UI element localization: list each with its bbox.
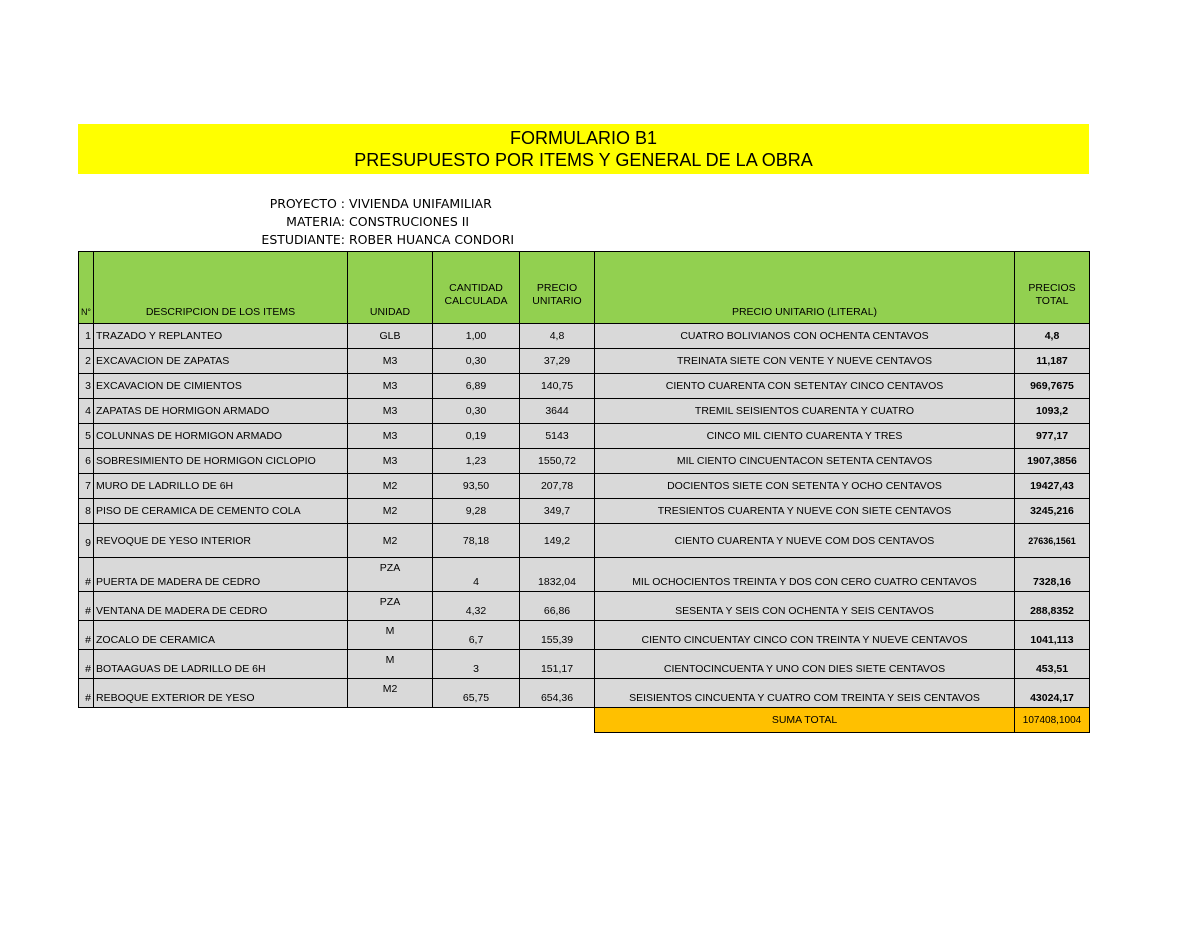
row-unit-price: 5143 <box>520 424 595 449</box>
row-literal-price: DOCIENTOS SIETE CON SETENTA Y OCHO CENTAVOS <box>595 474 1015 499</box>
row-number: 3 <box>79 374 94 399</box>
row-literal-price: CIENTO CUARENTA Y NUEVE COM DOS CENTAVOS <box>595 524 1015 558</box>
row-unit-price: 149,2 <box>520 524 595 558</box>
row-description: ZAPATAS DE HORMIGON ARMADO <box>94 399 348 424</box>
row-description: VENTANA DE MADERA DE CEDRO <box>94 592 348 621</box>
row-literal-price: CIENTO CINCUENTAY CINCO CON TREINTA Y NUEVE CENTAVOS <box>595 621 1015 650</box>
row-unit-price: 4,8 <box>520 324 595 349</box>
header-total-price-line2: TOTAL <box>1035 294 1069 307</box>
row-total: 969,7675 <box>1015 374 1090 399</box>
row-total: 7328,16 <box>1015 558 1090 592</box>
row-description: EXCAVACION DE ZAPATAS <box>94 349 348 374</box>
row-number: 8 <box>79 499 94 524</box>
table-row <box>79 621 1090 650</box>
table-row <box>79 324 1090 349</box>
row-quantity: 4 <box>433 558 520 592</box>
row-number: 7 <box>79 474 94 499</box>
row-quantity: 1,23 <box>433 449 520 474</box>
row-quantity: 4,32 <box>433 592 520 621</box>
row-number: # <box>79 558 94 592</box>
header-quantity-line2: CALCULADA <box>444 294 508 307</box>
header-literal-price: PRECIO UNITARIO (LITERAL) <box>595 252 1015 324</box>
row-unit-price: 1550,72 <box>520 449 595 474</box>
header-description: DESCRIPCION DE LOS ITEMS <box>94 252 348 324</box>
row-total: 27636,1561 <box>1015 524 1090 558</box>
row-total: 43024,17 <box>1015 679 1090 708</box>
row-unit-price: 349,7 <box>520 499 595 524</box>
row-number: 4 <box>79 399 94 424</box>
sum-spacer <box>79 708 595 733</box>
row-number: 9 <box>79 524 94 558</box>
table-row <box>79 592 1090 621</box>
row-unit: M2 <box>348 524 433 558</box>
row-description: BOTAAGUAS DE LADRILLO DE 6H <box>94 650 348 679</box>
row-unit-price: 140,75 <box>520 374 595 399</box>
row-description: COLUNNAS DE HORMIGON ARMADO <box>94 424 348 449</box>
row-unit-price: 37,29 <box>520 349 595 374</box>
row-quantity: 0,19 <box>433 424 520 449</box>
table-row <box>79 374 1090 399</box>
form-title: FORMULARIO B1 <box>509 128 658 148</box>
row-literal-price: SEISIENTOS CINCUENTA Y CUATRO COM TREINTA Y SEIS CENTAVOS <box>595 679 1015 708</box>
header-unit: UNIDAD <box>348 252 433 324</box>
budget-table <box>78 251 1090 733</box>
row-total: 453,51 <box>1015 650 1090 679</box>
row-number: 2 <box>79 349 94 374</box>
row-literal-price: TREMIL SEISIENTOS CUARENTA Y CUATRO <box>595 399 1015 424</box>
row-literal-price: CUATRO BOLIVIANOS CON OCHENTA CENTAVOS <box>595 324 1015 349</box>
row-number: # <box>79 679 94 708</box>
project-info-labels <box>150 195 345 249</box>
row-literal-price: MIL CIENTO CINCUENTACON SETENTA CENTAVOS <box>595 449 1015 474</box>
row-number: # <box>79 650 94 679</box>
row-unit: M3 <box>348 424 433 449</box>
student-value: ROBER HUANCA CONDORI <box>349 232 515 247</box>
row-literal-price: SESENTA Y SEIS CON OCHENTA Y SEIS CENTAVOS <box>595 592 1015 621</box>
row-total: 1093,2 <box>1015 399 1090 424</box>
project-info-values <box>349 195 514 249</box>
header-no: N° <box>79 252 94 324</box>
row-number: 5 <box>79 424 94 449</box>
row-unit: PZA <box>348 558 433 592</box>
row-literal-price: CIENTO CUARENTA CON SETENTAY CINCO CENTAVOS <box>595 374 1015 399</box>
row-quantity: 6,7 <box>433 621 520 650</box>
row-total: 3245,216 <box>1015 499 1090 524</box>
subject-label: MATERIA: <box>286 214 345 229</box>
table-row <box>79 399 1090 424</box>
row-unit: M <box>348 621 433 650</box>
row-unit-price: 1832,04 <box>520 558 595 592</box>
table-row <box>79 449 1090 474</box>
row-unit: M3 <box>348 374 433 399</box>
table-row <box>79 424 1090 449</box>
row-quantity: 93,50 <box>433 474 520 499</box>
row-unit: M3 <box>348 449 433 474</box>
row-literal-price: CINCO MIL CIENTO CUARENTA Y TRES <box>595 424 1015 449</box>
row-total: 4,8 <box>1015 324 1090 349</box>
row-unit-price: 151,17 <box>520 650 595 679</box>
table-row <box>79 650 1090 679</box>
row-unit: GLB <box>348 324 433 349</box>
row-description: PUERTA DE MADERA DE CEDRO <box>94 558 348 592</box>
header-quantity <box>433 252 520 324</box>
row-literal-price: TREINATA SIETE CON VENTE Y NUEVE CENTAVOS <box>595 349 1015 374</box>
form-subtitle: PRESUPUESTO POR ITEMS Y GENERAL DE LA OBRA <box>354 150 813 170</box>
row-total: 1041,113 <box>1015 621 1090 650</box>
row-unit-price: 207,78 <box>520 474 595 499</box>
row-total: 1907,3856 <box>1015 449 1090 474</box>
row-unit: M <box>348 650 433 679</box>
row-number: # <box>79 621 94 650</box>
row-unit: M2 <box>348 474 433 499</box>
form-title-banner <box>78 124 1089 174</box>
header-unit-price <box>520 252 595 324</box>
header-quantity-line1: CANTIDAD <box>449 281 503 294</box>
row-description: PISO DE CERAMICA DE CEMENTO COLA <box>94 499 348 524</box>
header-unit-price-line1: PRECIO <box>536 281 578 294</box>
row-unit-price: 654,36 <box>520 679 595 708</box>
row-description: TRAZADO Y REPLANTEO <box>94 324 348 349</box>
table-row <box>79 499 1090 524</box>
row-quantity: 6,89 <box>433 374 520 399</box>
header-unit-price-line2: UNITARIO <box>532 294 582 307</box>
row-unit-price: 3644 <box>520 399 595 424</box>
row-total: 11,187 <box>1015 349 1090 374</box>
subject-value: CONSTRUCIONES II <box>349 214 470 229</box>
row-unit-price: 66,86 <box>520 592 595 621</box>
row-literal-price: MIL OCHOCIENTOS TREINTA Y DOS CON CERO CUATRO CENTAVOS <box>595 558 1015 592</box>
row-unit: PZA <box>348 592 433 621</box>
row-description: EXCAVACION DE CIMIENTOS <box>94 374 348 399</box>
table-header-row <box>79 252 1090 324</box>
sum-total-label: SUMA TOTAL <box>595 708 1015 733</box>
row-unit-price: 155,39 <box>520 621 595 650</box>
row-unit: M2 <box>348 679 433 708</box>
row-unit: M2 <box>348 499 433 524</box>
row-quantity: 0,30 <box>433 399 520 424</box>
row-number: 1 <box>79 324 94 349</box>
table-row <box>79 679 1090 708</box>
row-description: REBOQUE EXTERIOR DE YESO <box>94 679 348 708</box>
row-unit: M3 <box>348 399 433 424</box>
project-label: PROYECTO : <box>269 196 345 211</box>
row-quantity: 3 <box>433 650 520 679</box>
table-row <box>79 349 1090 374</box>
row-quantity: 65,75 <box>433 679 520 708</box>
row-description: SOBRESIMIENTO DE HORMIGON CICLOPIO <box>94 449 348 474</box>
row-literal-price: TRESIENTOS CUARENTA Y NUEVE CON SIETE CENTAVOS <box>595 499 1015 524</box>
row-description: ZOCALO DE CERAMICA <box>94 621 348 650</box>
student-label: ESTUDIANTE: <box>261 232 345 247</box>
header-total-price <box>1015 252 1090 324</box>
row-total: 288,8352 <box>1015 592 1090 621</box>
row-total: 977,17 <box>1015 424 1090 449</box>
table-row <box>79 524 1090 558</box>
table-row <box>79 558 1090 592</box>
project-value: VIVIENDA UNIFAMILIAR <box>349 196 492 211</box>
table-row <box>79 474 1090 499</box>
row-unit: M3 <box>348 349 433 374</box>
row-number: 6 <box>79 449 94 474</box>
row-quantity: 78,18 <box>433 524 520 558</box>
row-quantity: 1,00 <box>433 324 520 349</box>
row-quantity: 9,28 <box>433 499 520 524</box>
row-total: 19427,43 <box>1015 474 1090 499</box>
row-number: # <box>79 592 94 621</box>
row-description: REVOQUE DE YESO INTERIOR <box>94 524 348 558</box>
row-description: MURO DE LADRILLO DE 6H <box>94 474 348 499</box>
sum-total-row <box>79 708 1090 733</box>
row-quantity: 0,30 <box>433 349 520 374</box>
header-total-price-line1: PRECIOS <box>1028 281 1076 294</box>
row-literal-price: CIENTOCINCUENTA Y UNO CON DIES SIETE CENTAVOS <box>595 650 1015 679</box>
sum-total-value: 107408,1004 <box>1015 708 1090 733</box>
